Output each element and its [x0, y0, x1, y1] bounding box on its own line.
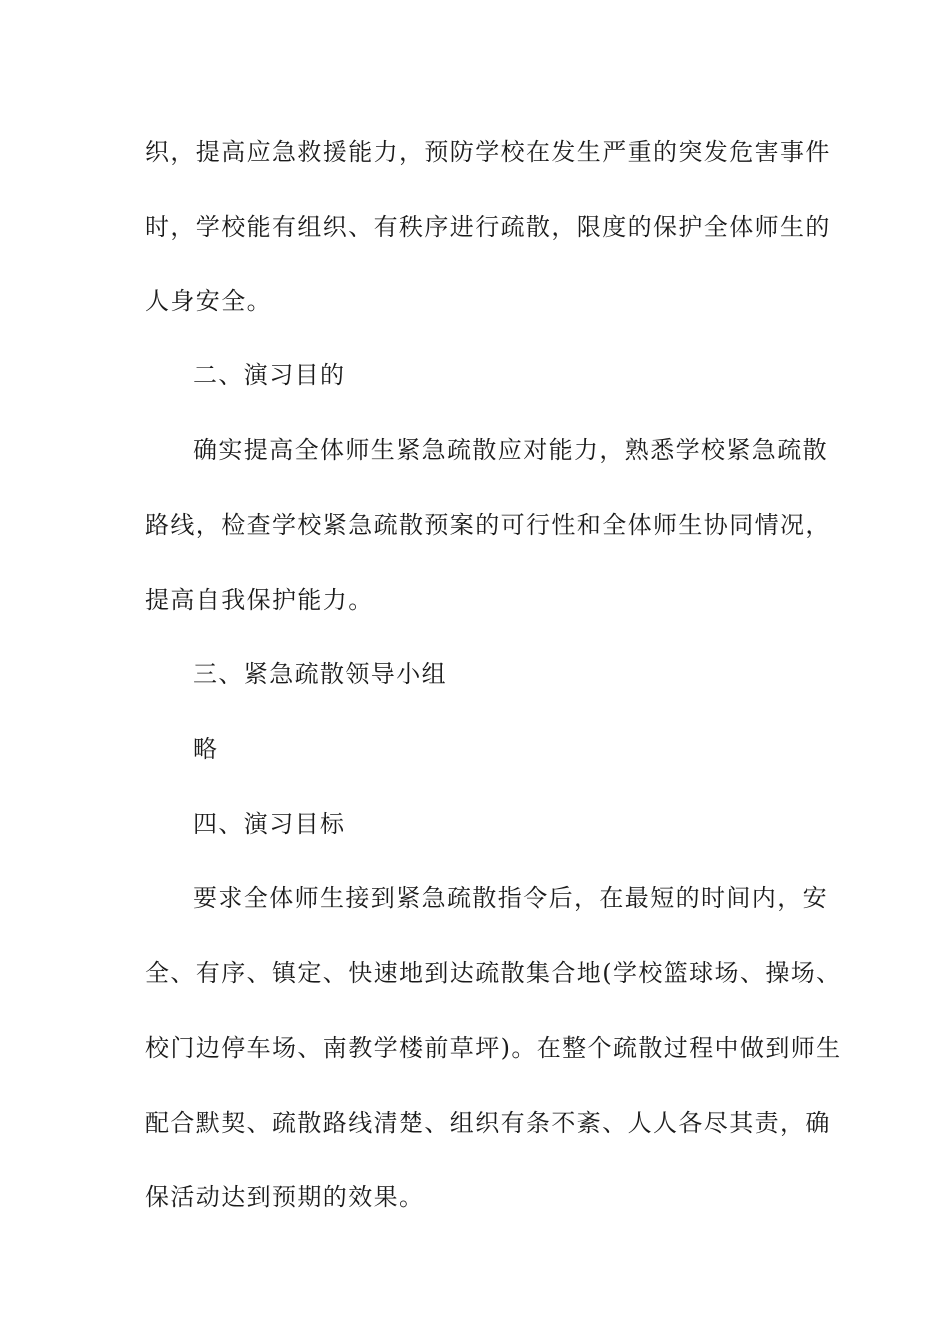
section-heading: 四、演习目标 [193, 810, 346, 838]
paragraph-line: 全、有序、镇定、快速地到达疏散集合地(学校篮球场、操场、 [145, 959, 842, 987]
paragraph-line: 校门边停车场、南教学楼前草坪)。在整个疏散过程中做到师生 [145, 1034, 842, 1062]
paragraph-line: 要求全体师生接到紧急疏散指令后，在最短的时间内，安 [193, 884, 828, 912]
paragraph-line: 保活动达到预期的效果。 [145, 1183, 425, 1211]
section-heading: 三、紧急疏散领导小组 [193, 660, 447, 688]
paragraph-line: 配合默契、疏散路线清楚、组织有条不紊、人人各尽其责，确 [145, 1109, 831, 1137]
paragraph-line: 确实提高全体师生紧急疏散应对能力，熟悉学校紧急疏散 [193, 436, 828, 464]
paragraph-line: 略 [193, 735, 219, 763]
paragraph-line: 人身安全。 [145, 287, 272, 315]
paragraph-line: 路线，检查学校紧急疏散预案的可行性和全体师生协同情况， [145, 511, 831, 539]
paragraph-line: 时，学校能有组织、有秩序进行疏散，限度的保护全体师生的 [145, 213, 831, 241]
section-heading: 二、演习目的 [193, 361, 346, 389]
paragraph-line: 织，提高应急救援能力，预防学校在发生严重的突发危害事件 [145, 138, 831, 166]
paragraph-line: 提高自我保护能力。 [145, 586, 374, 614]
